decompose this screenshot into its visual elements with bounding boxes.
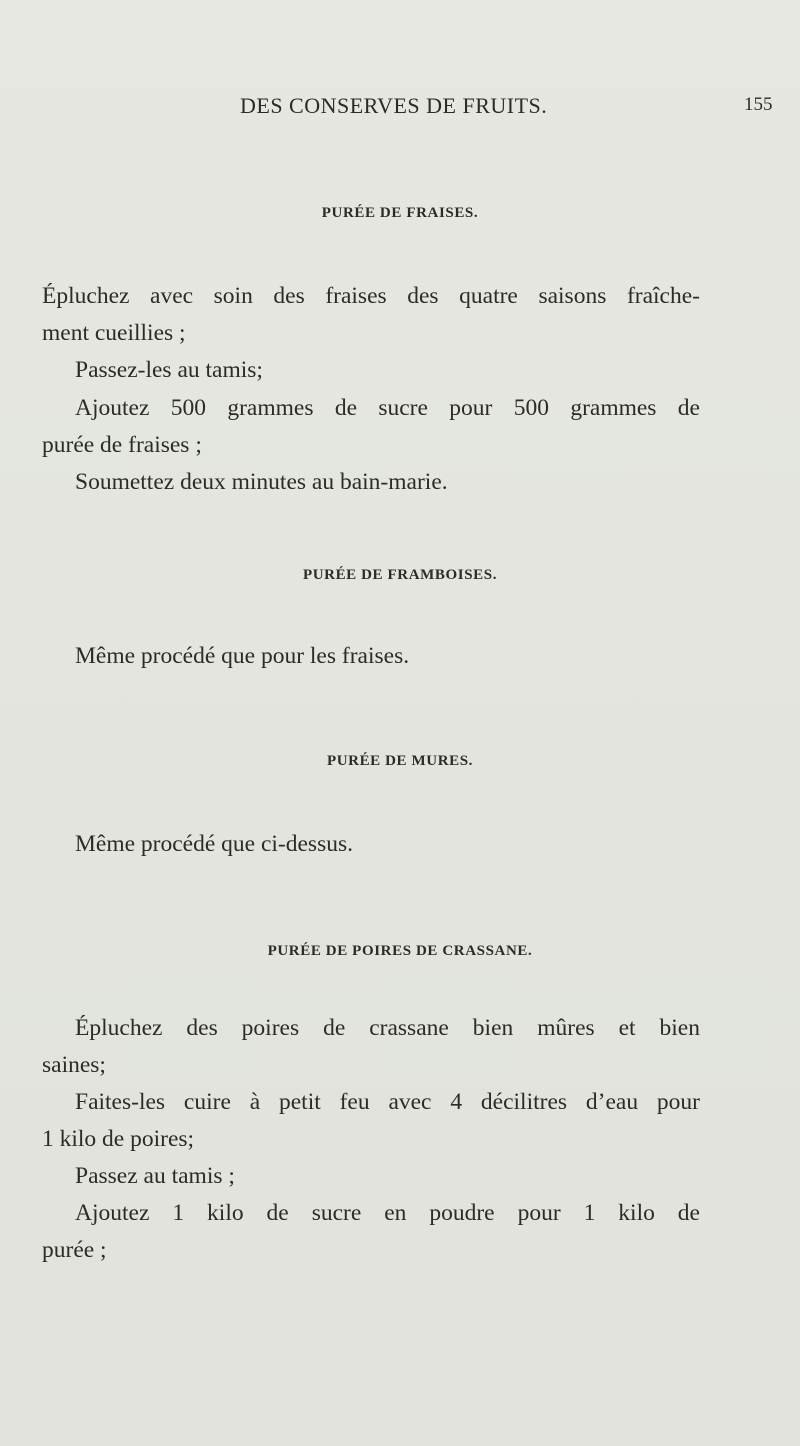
paragraph-line: 1 kilo de poires;: [42, 1126, 195, 1152]
section-heading-fraises: PURÉE DE FRAISES.: [321, 205, 479, 221]
paragraph-line: Même procédé que ci-dessus.: [75, 831, 353, 857]
paragraph-line: saines;: [42, 1052, 106, 1078]
paragraph-line: Ajoutez 500 grammes de sucre pour 500 grammes de: [75, 395, 700, 421]
section-heading-poires: PURÉE DE POIRES DE CRASSANE.: [267, 943, 533, 959]
paragraph-line: Épluchez avec soin des fraises des quatre saisons fraîche-: [42, 283, 700, 309]
paragraph-line: Même procédé que pour les fraises.: [75, 643, 410, 669]
paragraph-line: Soumettez deux minutes au bain-marie.: [75, 469, 448, 495]
page-number: 155: [744, 94, 773, 115]
section-heading-mures: PURÉE DE MURES.: [326, 753, 474, 769]
paragraph-line: ment cueillies ;: [42, 320, 186, 346]
paragraph-line: Passez-les au tamis;: [75, 357, 263, 383]
paragraph-line: Faites-les cuire à petit feu avec 4 décilitres d’eau pour: [75, 1089, 700, 1115]
running-head: [0, 93, 800, 123]
section-heading-framboises: PURÉE DE FRAMBOISES.: [302, 567, 498, 583]
paragraph-line: purée de fraises ;: [42, 432, 202, 458]
paragraph-line: Ajoutez 1 kilo de sucre en poudre pour 1 kilo de: [75, 1200, 700, 1226]
running-title: DES CONSERVES DE FRUITS.: [240, 93, 548, 118]
paragraph-line: Passez au tamis ;: [75, 1163, 235, 1189]
paragraph-line: purée ;: [42, 1237, 107, 1263]
paragraph-line: Épluchez des poires de crassane bien mûres et bien: [75, 1015, 700, 1041]
